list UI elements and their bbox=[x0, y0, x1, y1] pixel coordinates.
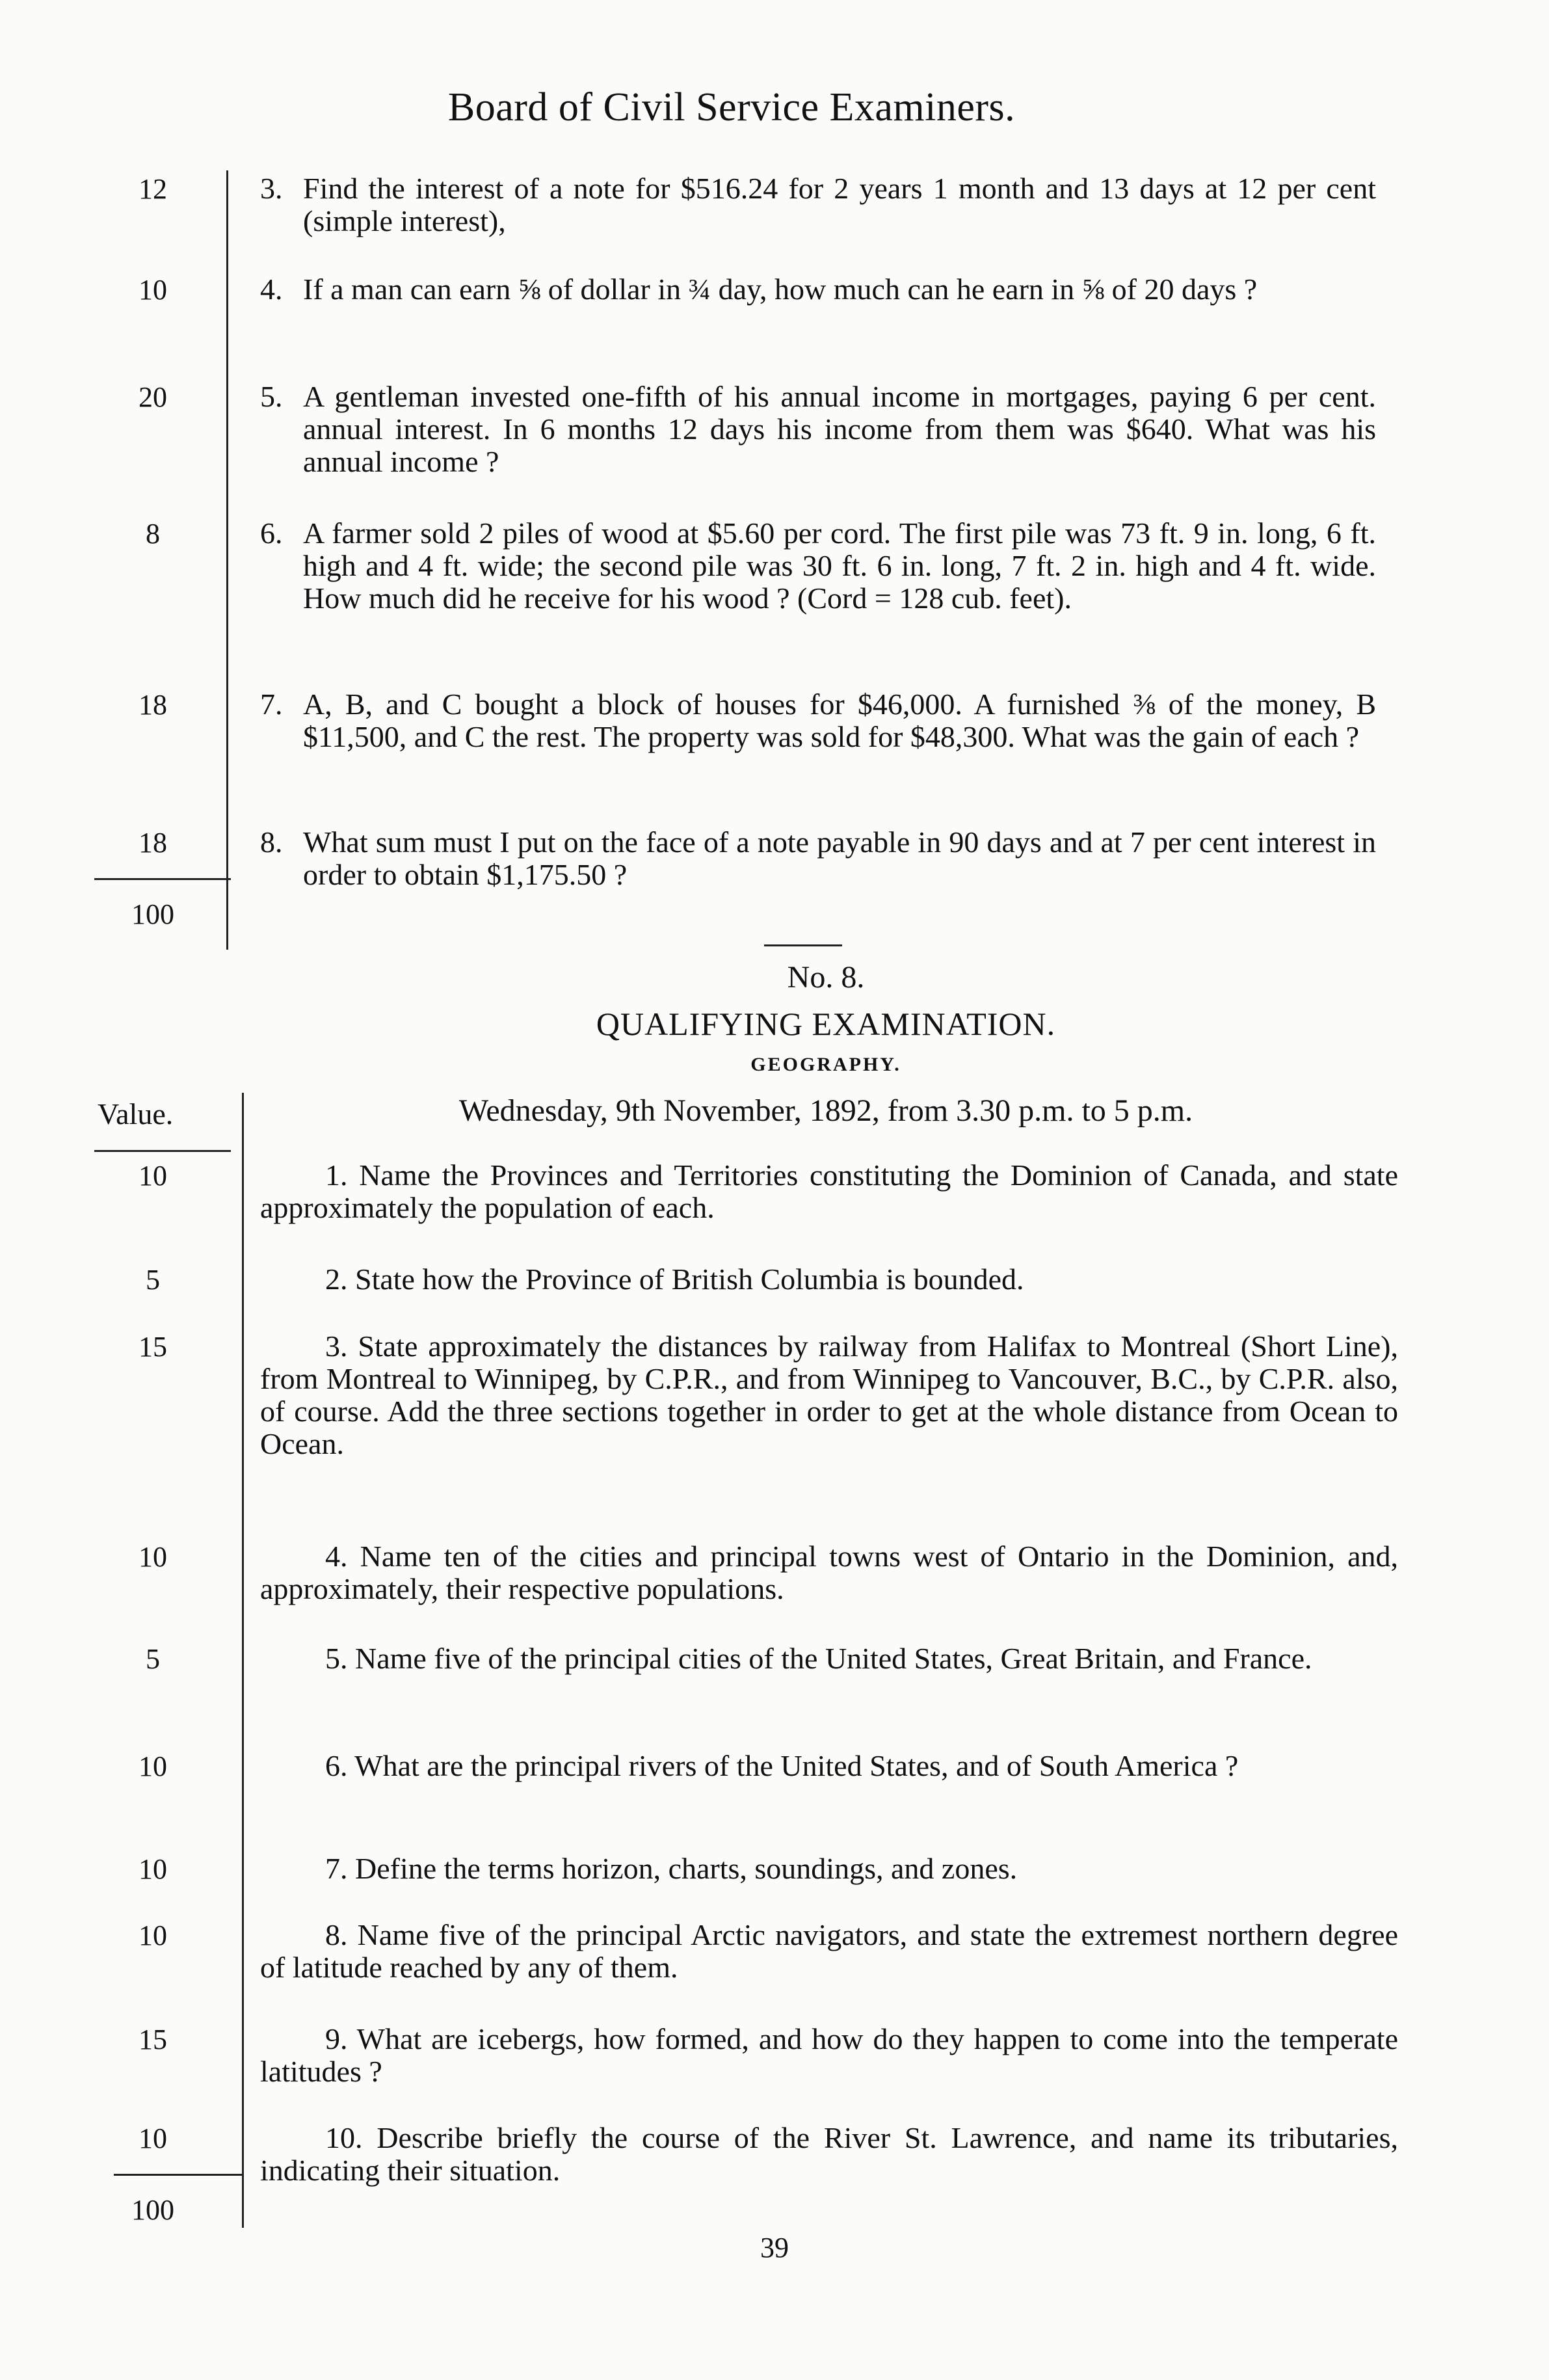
page-number: 39 bbox=[760, 2232, 789, 2264]
question-value: 5 bbox=[146, 1643, 160, 1675]
exam-title: QUALIFYING EXAMINATION. bbox=[596, 1006, 1056, 1042]
question-value: 10 bbox=[139, 1541, 167, 1573]
value-column-rule bbox=[242, 1093, 244, 2228]
question-text: 5. Name five of the principal cities of the United States, Great Britain, and France. bbox=[325, 1642, 1312, 1675]
question-text: What sum must I put on the face of a note payable in 90 days and at 7 per cent interest in order to obtain $1,175.50 ? bbox=[303, 825, 1376, 891]
question-value: 5 bbox=[146, 1264, 160, 1296]
section-total: 100 bbox=[131, 2194, 174, 2226]
question-value: 10 bbox=[139, 1919, 167, 1951]
question-text: 10. Describe briefly the course of the River St. Lawrence, and name its tributaries, indicating their situation. bbox=[260, 2121, 1398, 2187]
question-value: 10 bbox=[139, 2122, 167, 2154]
question-value: 10 bbox=[139, 1160, 167, 1192]
question-value: 15 bbox=[139, 1331, 167, 1363]
question-text: 1. Name the Provinces and Territories constituting the Dominion of Canada, and state approximately the population of each. bbox=[260, 1158, 1398, 1224]
running-head: Board of Civil Service Examiners. bbox=[447, 85, 1016, 129]
question-text: If a man can earn ⅝ of dollar in ¾ day, how much can he earn in ⅝ of 20 days ? bbox=[303, 273, 1258, 306]
question-value: 10 bbox=[139, 274, 167, 306]
question-number: 6. bbox=[260, 516, 283, 550]
question-text: 2. State how the Province of British Columbia is bounded. bbox=[325, 1263, 1024, 1296]
question-text: A farmer sold 2 piles of wood at $5.60 per cord. The first pile was 73 ft. 9 in. long, 6 ft. high and 4 ft. wide; the second pile was 30 ft. 6 in. long, 7 ft. 2 in. high and 4 ft. wide. How much did he receive for his wood ? (Cord = 128 cub. feet). bbox=[303, 516, 1376, 615]
question-text: 9. What are icebergs, how formed, and how do they happen to come into the temperate latitudes ? bbox=[260, 2022, 1398, 2088]
total-rule bbox=[94, 878, 231, 880]
question-text: 4. Name ten of the cities and principal towns west of Ontario in the Dominion, and, approximately, their respective populations. bbox=[260, 1540, 1398, 1605]
value-column-rule bbox=[226, 170, 228, 950]
question-value: 20 bbox=[139, 381, 167, 413]
exam-subject: GEOGRAPHY. bbox=[750, 1054, 901, 1075]
question-text: Find the interest of a note for $516.24 for 2 years 1 month and 13 days at 12 per cent (simple interest), bbox=[303, 172, 1376, 237]
question-value: 18 bbox=[139, 689, 167, 721]
value-heading-rule bbox=[94, 1150, 231, 1152]
question-value: 15 bbox=[139, 2024, 167, 2055]
question-value: 18 bbox=[139, 827, 167, 859]
section-divider bbox=[764, 944, 842, 946]
question-value: 8 bbox=[146, 518, 160, 550]
question-text: 7. Define the terms horizon, charts, soundings, and zones. bbox=[325, 1852, 1018, 1885]
question-text: 3. State approximately the distances by railway from Halifax to Montreal (Short Line), from Montreal to Winnipeg, by C.P.R., and from Winnipeg to Vancouver, B.C., by C.P.R. also, of course. Add the three sections together in order to get at the whole distance from Ocean to Ocean. bbox=[260, 1330, 1398, 1460]
question-number: 4. bbox=[260, 273, 283, 306]
question-number: 5. bbox=[260, 380, 283, 413]
question-value: 12 bbox=[139, 173, 167, 205]
exam-date: Wednesday, 9th November, 1892, from 3.30 p.m. to 5 p.m. bbox=[458, 1093, 1193, 1128]
question-text: 8. Name five of the principal Arctic navigators, and state the extremest northern degree of latitude reached by any of them. bbox=[260, 1918, 1398, 1984]
total-rule bbox=[114, 2174, 244, 2176]
value-heading: Value. bbox=[98, 1097, 174, 1130]
section-number: No. 8. bbox=[787, 960, 865, 995]
section-total: 100 bbox=[131, 898, 174, 930]
question-text: 6. What are the principal rivers of the United States, and of South America ? bbox=[325, 1749, 1239, 1782]
question-number: 8. bbox=[260, 825, 283, 859]
question-number: 3. bbox=[260, 172, 283, 205]
question-value: 10 bbox=[139, 1853, 167, 1885]
question-text: A gentleman invested one-fifth of his annual income in mortgages, paying 6 per cent. annual interest. In 6 months 12 days his income from them was $640. What was his annual income ? bbox=[303, 380, 1376, 478]
question-number: 7. bbox=[260, 688, 283, 721]
question-value: 10 bbox=[139, 1750, 167, 1782]
question-text: A, B, and C bought a block of houses for $46,000. A furnished ⅜ of the money, B $11,500, and C the rest. The property was sold for $48,300. What was the gain of each ? bbox=[303, 688, 1376, 753]
